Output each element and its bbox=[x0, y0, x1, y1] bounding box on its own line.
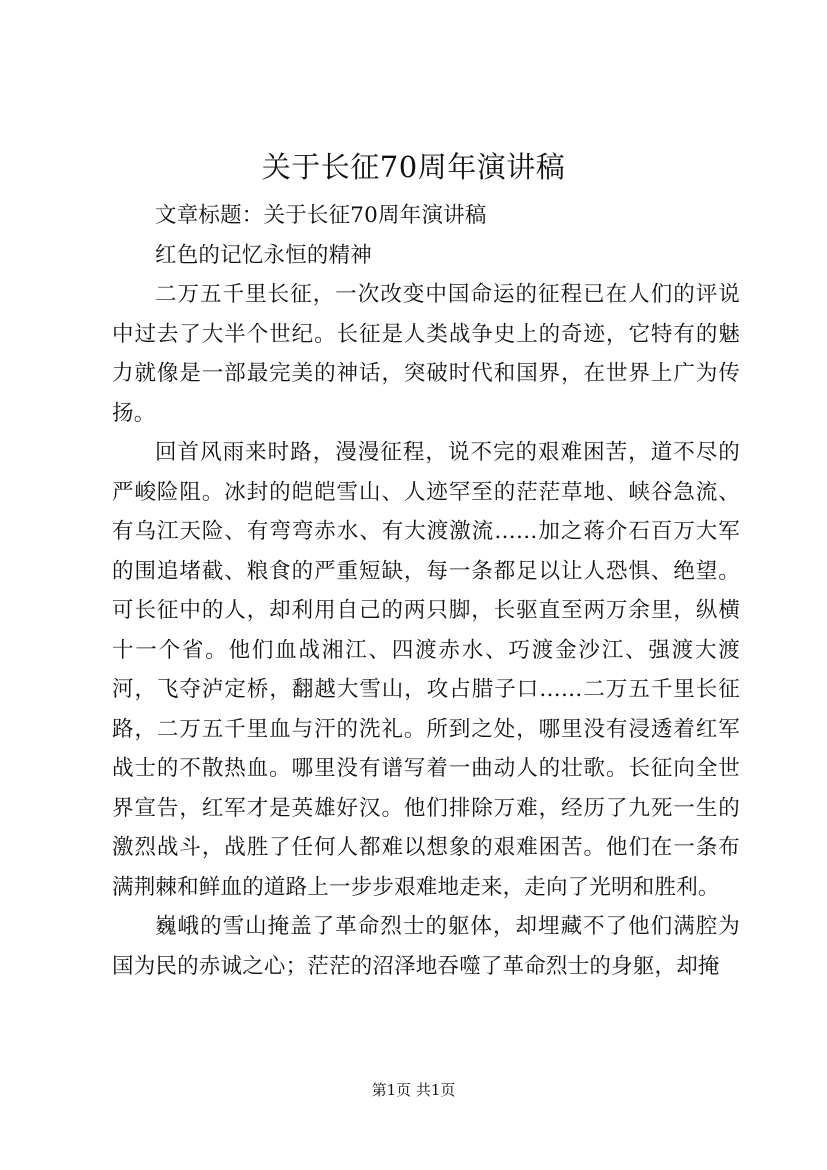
subtitle-line: 红色的记忆永恒的精神 bbox=[155, 242, 373, 268]
document-body bbox=[112, 196, 740, 986]
body-paragraph: 回首风雨来时路，漫漫征程，说不完的艰难困苦，道不尽的严峻险阻。冰封的皑皑雪山、人迹罕至的茫茫草地、峡谷急流、有乌江天险、有弯弯赤水、有大渡激流……加之蒋介石百万大军的围追堵截、粮食的严重短缺，每一条都足以让人恐惧、绝望。可长征中的人，却利用自己的两只脚，长驱直至两万余里，纵横十一个省。他们血战湘江、四渡赤水、巧渡金沙江、强渡大渡河，飞夺泸定桥，翻越大雪山，攻占腊子口……二万五千里长征路，二万五千里血与汗的洗礼。所到之处，哪里没有浸透着红军战士的不散热血。哪里没有谱写着一曲动人的壮歌。长征向全世界宣告，红军才是英雄好汉。他们排除万难，经历了九死一生的激烈战斗，战胜了任何人都难以想象的艰难困苦。他们在一条布满荆棘和鲜血的道路上一步步艰难地走来，走向了光明和胜利。 bbox=[112, 440, 740, 900]
body-paragraph: 巍峨的雪山掩盖了革命烈士的躯体，却埋藏不了他们满腔为国为民的赤诚之心；茫茫的沼泽地吞噬了革命烈士的身躯，却掩 bbox=[112, 914, 740, 979]
article-heading-line: 文章标题：关于长征70周年演讲稿 bbox=[155, 203, 487, 228]
document-title: 关于长征70周年演讲稿 bbox=[261, 150, 566, 184]
body-paragraph: 二万五千里长征，一次改变中国命运的征程已在人们的评说中过去了大半个世纪。长征是人类战争史上的奇迹，它特有的魅力就像是一部最完美的神话，突破时代和国界，在世界上广为传扬。 bbox=[112, 282, 740, 426]
page-footer: 第1页 共1页 bbox=[371, 1081, 456, 1099]
